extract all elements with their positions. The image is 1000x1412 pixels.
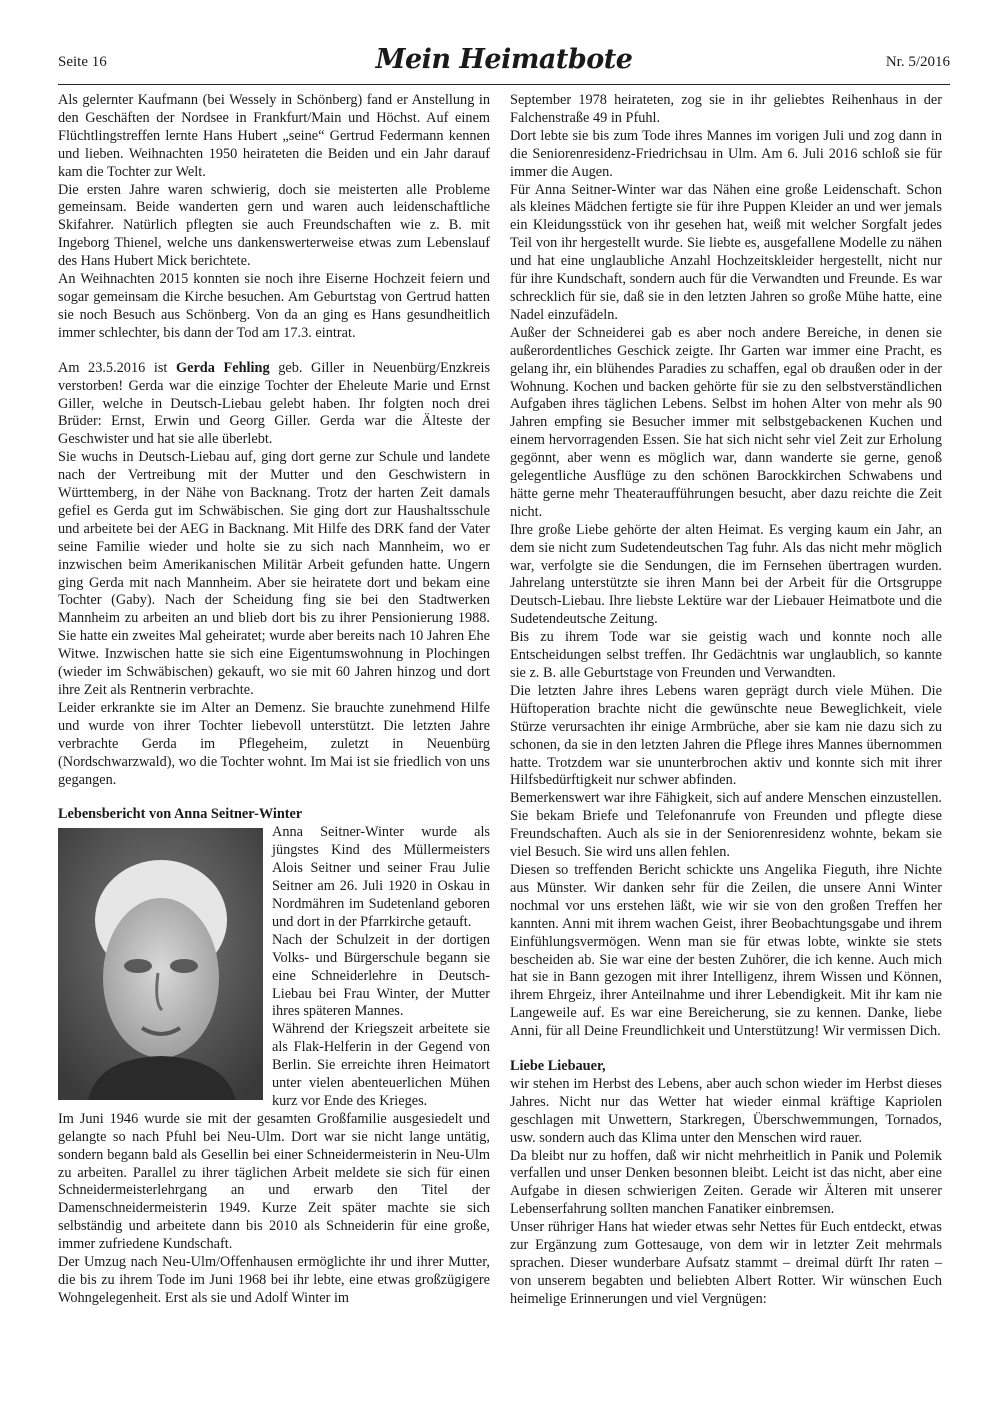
paragraph: Bis zu ihrem Tode war sie geistig wach und konnte noch alle Entscheidungen selbst treffen. Ihr Gedächtnis war unglaublich, so kannte sie z. B. alle Geburtstage von Freunden und Verwandten.: [510, 629, 942, 681]
paragraph: Außer der Schneiderei gab es aber noch andere Bereiche, in denen sie außerordentliches Geschick zeigte. Ihr Garten war immer eine Pracht, es gelang ihr, ein blühendes Paradies zu schaffen, egal ob draußen oder in der Wohnung. Kochen und backen gehörte für sie zu den selbstverständlichen Aufgaben ihres täglichen Lebens. Selbst im hohen Alter von mehr als 90 Jahren empfing sie Besucher immer mit selbstgebackenen Kuchen und einem hervorragenden Essen. Sie hat sich nicht sehr viel Zeit zur Erholung gegönnt, aber wenn es möglich war, dann wanderte sie gerne, genoß gelegentliche Ausflüge zu den schönen Barockkirchen Schwabens und hätte gerne mehr Theateraufführungen besucht, aber dazu reichte die Zeit nicht.: [510, 324, 942, 520]
paragraph: Unser rühriger Hans hat wieder etwas sehr Nettes für Euch entdeckt, etwas zur Ergänzung zum Gottesauge, von dem wir in letzter Zeit mehrmals sprachen. Dieser wunderbare Aufsatz stammt – dreimal dürft Ihr raten – von unserem begabten und beliebten Albert Rotter. Wir wünschen Euch heimelige Erinnerungen und viel Vergnügen:: [510, 1219, 942, 1307]
paragraph: Die letzten Jahre ihres Lebens waren geprägt durch viele Mühen. Die Hüftoperation brachte nicht die gewünschte neue Beweglichkeit, viele Stürze verursachten ihr einige Armbrüche, aber sie kam nie dazu sich zu schonen, da sie in den letzten Jahren die Pflege ihres Mannes übernommen hatte. Trotzdem war sie ununterbrochen aktiv und konnte sich mit ihrer Hilfsbedürftigkeit nur schwer abfinden.: [510, 682, 942, 789]
spacer: [58, 343, 490, 360]
paragraph: Nach der Schulzeit in der dortigen Volks- und Bürgerschule begann sie eine Schneiderlehre in Deutsch-Liebau bei Frau Winter, der Mutter ihres späteren Mannes.: [272, 931, 490, 1020]
paragraph: Bemerkenswert war ihre Fähigkeit, sich auf andere Menschen einzustellen. Sie bekam Briefe und Telefonanrufe von Freunden und pflegte diese Freundschaften. Auch als sie in der Seniorenresidenz wohnte, bekam sie viel Besuch. Sie wird uns allen fehlen.: [510, 790, 942, 861]
left-column: [58, 92, 490, 1308]
paragraph: Für Anna Seitner-Winter war das Nähen eine große Leidenschaft. Schon als kleines Mädchen fertigte sie für ihre Puppen Kleider an und wer jemals ein Kleidungsstück von ihr gesehen hat, weiß mit welcher Sorgfalt jedes Teil von ihr hergestellt wurde. Sie liebte es, ausgefallene Modelle zu nähen und hat eine unglaubliche Anzahl Hochzeitskleider hergestellt, nicht nur für ihre Kundschaft, sondern auch für die Verwandten und Freunde. Es war schrecklich für sie, daß sie in den letzten Jahren so große Mühe hatte, eine Nadel einzufädeln.: [510, 181, 942, 323]
section-heading: Lebensbericht von Anna Seitner-Winter: [58, 806, 303, 823]
paragraph: Der Umzug nach Neu-Ulm/Offenhausen ermöglichte ihr und ihrer Mutter, die bis zu ihrem Tode im Juni 1968 bei ihr lebte, eine etwas großzügigere Wohngelegenheit. Erst als sie und Adolf Winter im: [58, 1254, 490, 1306]
paragraph: Ihre große Liebe gehörte der alten Heimat. Es verging kaum ein Jahr, an dem sie nicht zum Sudetendeutschen Tag fuhr. Als das nicht mehr möglich war, verfolgte sie die Sendungen, die im Fernsehen übertragen wurden. Jahrelang unterstützte sie ihren Mann bei der Arbeit für die Ortsgruppe Deutsch-Liebau. Ihre liebste Lektüre war der Liebauer Heimatbote und die Sudetendeutsche Zeitung.: [510, 521, 942, 628]
paragraph-gerda-fehling: [58, 360, 490, 450]
paragraph: Da bleibt nur zu hoffen, daß wir nicht mehrheitlich in Panik und Polemik verfallen und unser Denken besonnen bleibt. Leicht ist das nicht, aber eine Aufgabe in diesen schwierigen Zeiten. Gerade wir Älteren mit unserer Lebenserfahrung sollten manchen Fanatiker einbremsen.: [510, 1147, 942, 1218]
paragraph: Die ersten Jahre waren schwierig, doch sie meisterten alle Probleme gemeinsam. Beide wanderten gern und waren auch leidenschaftliche Skifahrer. Natürlich pflegten sie auch Freundschaften wie z. B. mit Ingeborg Thienel, welche uns dankenswerterweise etwas zum Lebenslauf des Hans Hubert Mick berichtete.: [58, 181, 490, 270]
issue-number: Nr. 5/2016: [885, 54, 950, 70]
right-column: [510, 92, 942, 1309]
paragraph: September 1978 heirateten, zog sie in ihr geliebtes Reihenhaus in der Falchenstraße 49 in Pfuhl.: [510, 92, 942, 126]
portrait-image: [58, 828, 263, 1100]
person-name: Gerda Fehling: [176, 359, 270, 376]
paragraph: wir stehen im Herbst des Lebens, aber auch schon wieder im Herbst dieses Jahres. Nicht nur das Wetter hat wieder einmal kräftige Kapriolen geschlagen mit Unwettern, Starkregen, Überschwemmungen, Tornados, usw. sondern auch das Klima unter den Menschen wird rauer.: [510, 1075, 942, 1146]
paragraph: Anna Seitner-Winter wurde als jüngstes Kind des Müllermeisters Alois Seitner und seiner Frau Julie Seitner am 26. Juli 1920 in Oskau in Nordmähren im Sudetenland geboren und dort in der Pfarrkirche getauft.: [272, 824, 490, 930]
paragraph: An Weihnachten 2015 konnten sie noch ihre Eiserne Hochzeit feiern und sogar gemeinsam die Kirche besuchen. Am Geburtstag von Gertrud hatten sie noch Besuch aus Schönberg. Von da an ging es Hans gesundheitlich immer schlechter, bis dann der Tod am 17.3. eintrat.: [58, 271, 490, 341]
page-header: [58, 44, 950, 85]
portrait-photo: [58, 828, 263, 1100]
page-number: Seite 16: [58, 54, 107, 70]
spacer: [58, 789, 490, 806]
paragraph: Leider erkrankte sie im Alter an Demenz. Sie brauchte zunehmend Hilfe und wurde von ihrer Tochter liebevoll unterstützt. Die letzten Jahre verbrachte Gerda im Pflegeheim, zuletzt in Neuenbürg (Nordschwarzwald), wo die Tochter wohnt. Im Mai ist sie friedlich von uns gegangen.: [58, 699, 490, 788]
paragraph: Während der Kriegszeit arbeitete sie als Flak-Helferin in der Gegend von Berlin. Sie erreichte ihren Heimatort unter vielen abenteuerlichen Mühen kurz vor Ende des Krieges.: [272, 1021, 490, 1109]
paragraph: Als gelernter Kaufmann (bei Wessely in Schönberg) fand er Anstellung in den Geschäften der Nordsee in Frankfurt/Main und Höchst. Auf einem Flüchtlingstreffen lernte Hans Hubert „seine“ Gertrud Federmann kennen und lieben. Weihnachten 1950 heirateten die Beiden und ein Jahr darauf kam die Tochter zur Welt.: [58, 92, 490, 180]
masthead-logo: Mein Heimatbote: [375, 44, 633, 75]
text-run: geb. Giller in Neuenbürg/Enzkreis verstorben! Gerda war die einzige Tochter der Eheleute Marie und Ernst Giller, welche in Deutsch-Liebau gelebt haben. Ihr folgten noch drei Brüder: Ernst, Erwin und Georg Giller. Gerda war die Älteste der Geschwister und hat sie alle überlebt.: [58, 359, 491, 448]
paragraph: Im Juni 1946 wurde sie mit der gesamten Großfamilie ausgesiedelt und gelangte so nach Pfuhl bei Neu-Ulm. Dort war sie nicht lange untätig, sondern begann bald als Gesellin bei einer Schneidermeisterin in Neu-Ulm zu arbeiten. Parallel zu ihrer täglichen Arbeit meldete sie sich für einen Schneidermeisterlehrgang an und erwarb den Titel der Damenschneidermeisterin 1949. Kurze Zeit später machte sie sich selbständig und arbeitete dann bis 2010 als Schneiderin für eine große, immer zufriedene Kundschaft.: [58, 1110, 490, 1253]
spacer: [510, 1041, 942, 1058]
section-heading: Liebe Liebauer,: [510, 1058, 606, 1075]
paragraph: Diesen so treffenden Bericht schickte uns Angelika Fieguth, ihre Nichte aus Münster. Wir danken sehr für die Zeilen, die unsere Anni Winter nochmal vor uns erstehen läßt, wie wir sie von den großen Treffen her kannten. Anni mit ihrem wachen Geist, ihrer Beobachtungsgabe und ihrem Einfühlungsvermögen. Wenn man sie für etwas lobte, winkte sie stets bescheiden ab. Sie war eine der besten Zuhörer, die ich kenne. Auch mich hat sie in Bann gezogen mit ihrer Intelligenz, ihrem Wissen und Können, ihrem Ehrgeiz, ihrer Anteilnahme und ihrer Lebendigkeit. Mit ihr kam nie Langeweile auf. Es war eine Bereicherung, sie zu kennen. Danke, liebe Anni, für all Deine Freundlichkeit und Unterstützung! Wir vermissen Dich.: [510, 861, 942, 1040]
paragraph: Sie wuchs in Deutsch-Liebau auf, ging dort gerne zur Schule und landete nach der Vertreibung mit der Mutter und den Geschwistern in Württemberg, in der Nähe von Backnang. Trotz der harten Zeit damals gefiel es Gerda gut im Schwäbischen. Sie ging dort zur Haushaltsschule und arbeitete bei der AEG in Backnang. Mit Hilfe des DRK fand der Vater seine Familie wieder und holte sie zu sich nach Mannheim, wo er inzwischen beim Amerikanischen Militär Arbeit gefunden hatte. Ungern ging Gerda mit nach Mannheim. Aber sie heiratete dort und bekam eine Tochter (Gaby). Nach der Scheidung fing sie bei den Stadtwerken Mannheim zu arbeiten an und blieb dort bis zu ihrer Pensionierung 1988. Sie hatte ein zweites Mal geheiratet; wurde aber bereits nach 10 Jahren Ehe Witwe. Inzwischen hatte sie sich eine Eigentumswohnung in Plochingen (wieder im Schwäbischen) gekauft, wo sie mit 60 Jahren hinzog und dort ihre Zeit als Rentnerin verbrachte.: [58, 449, 490, 698]
paragraph: Dort lebte sie bis zum Tode ihres Mannes im vorigen Juli und zog dann in die Seniorenresidenz-Friedrichsau in Ulm. Am 6. Juli 2016 schloß sie für immer die Augen.: [510, 127, 942, 180]
text-run: Am 23.5.2016 ist: [58, 359, 176, 376]
